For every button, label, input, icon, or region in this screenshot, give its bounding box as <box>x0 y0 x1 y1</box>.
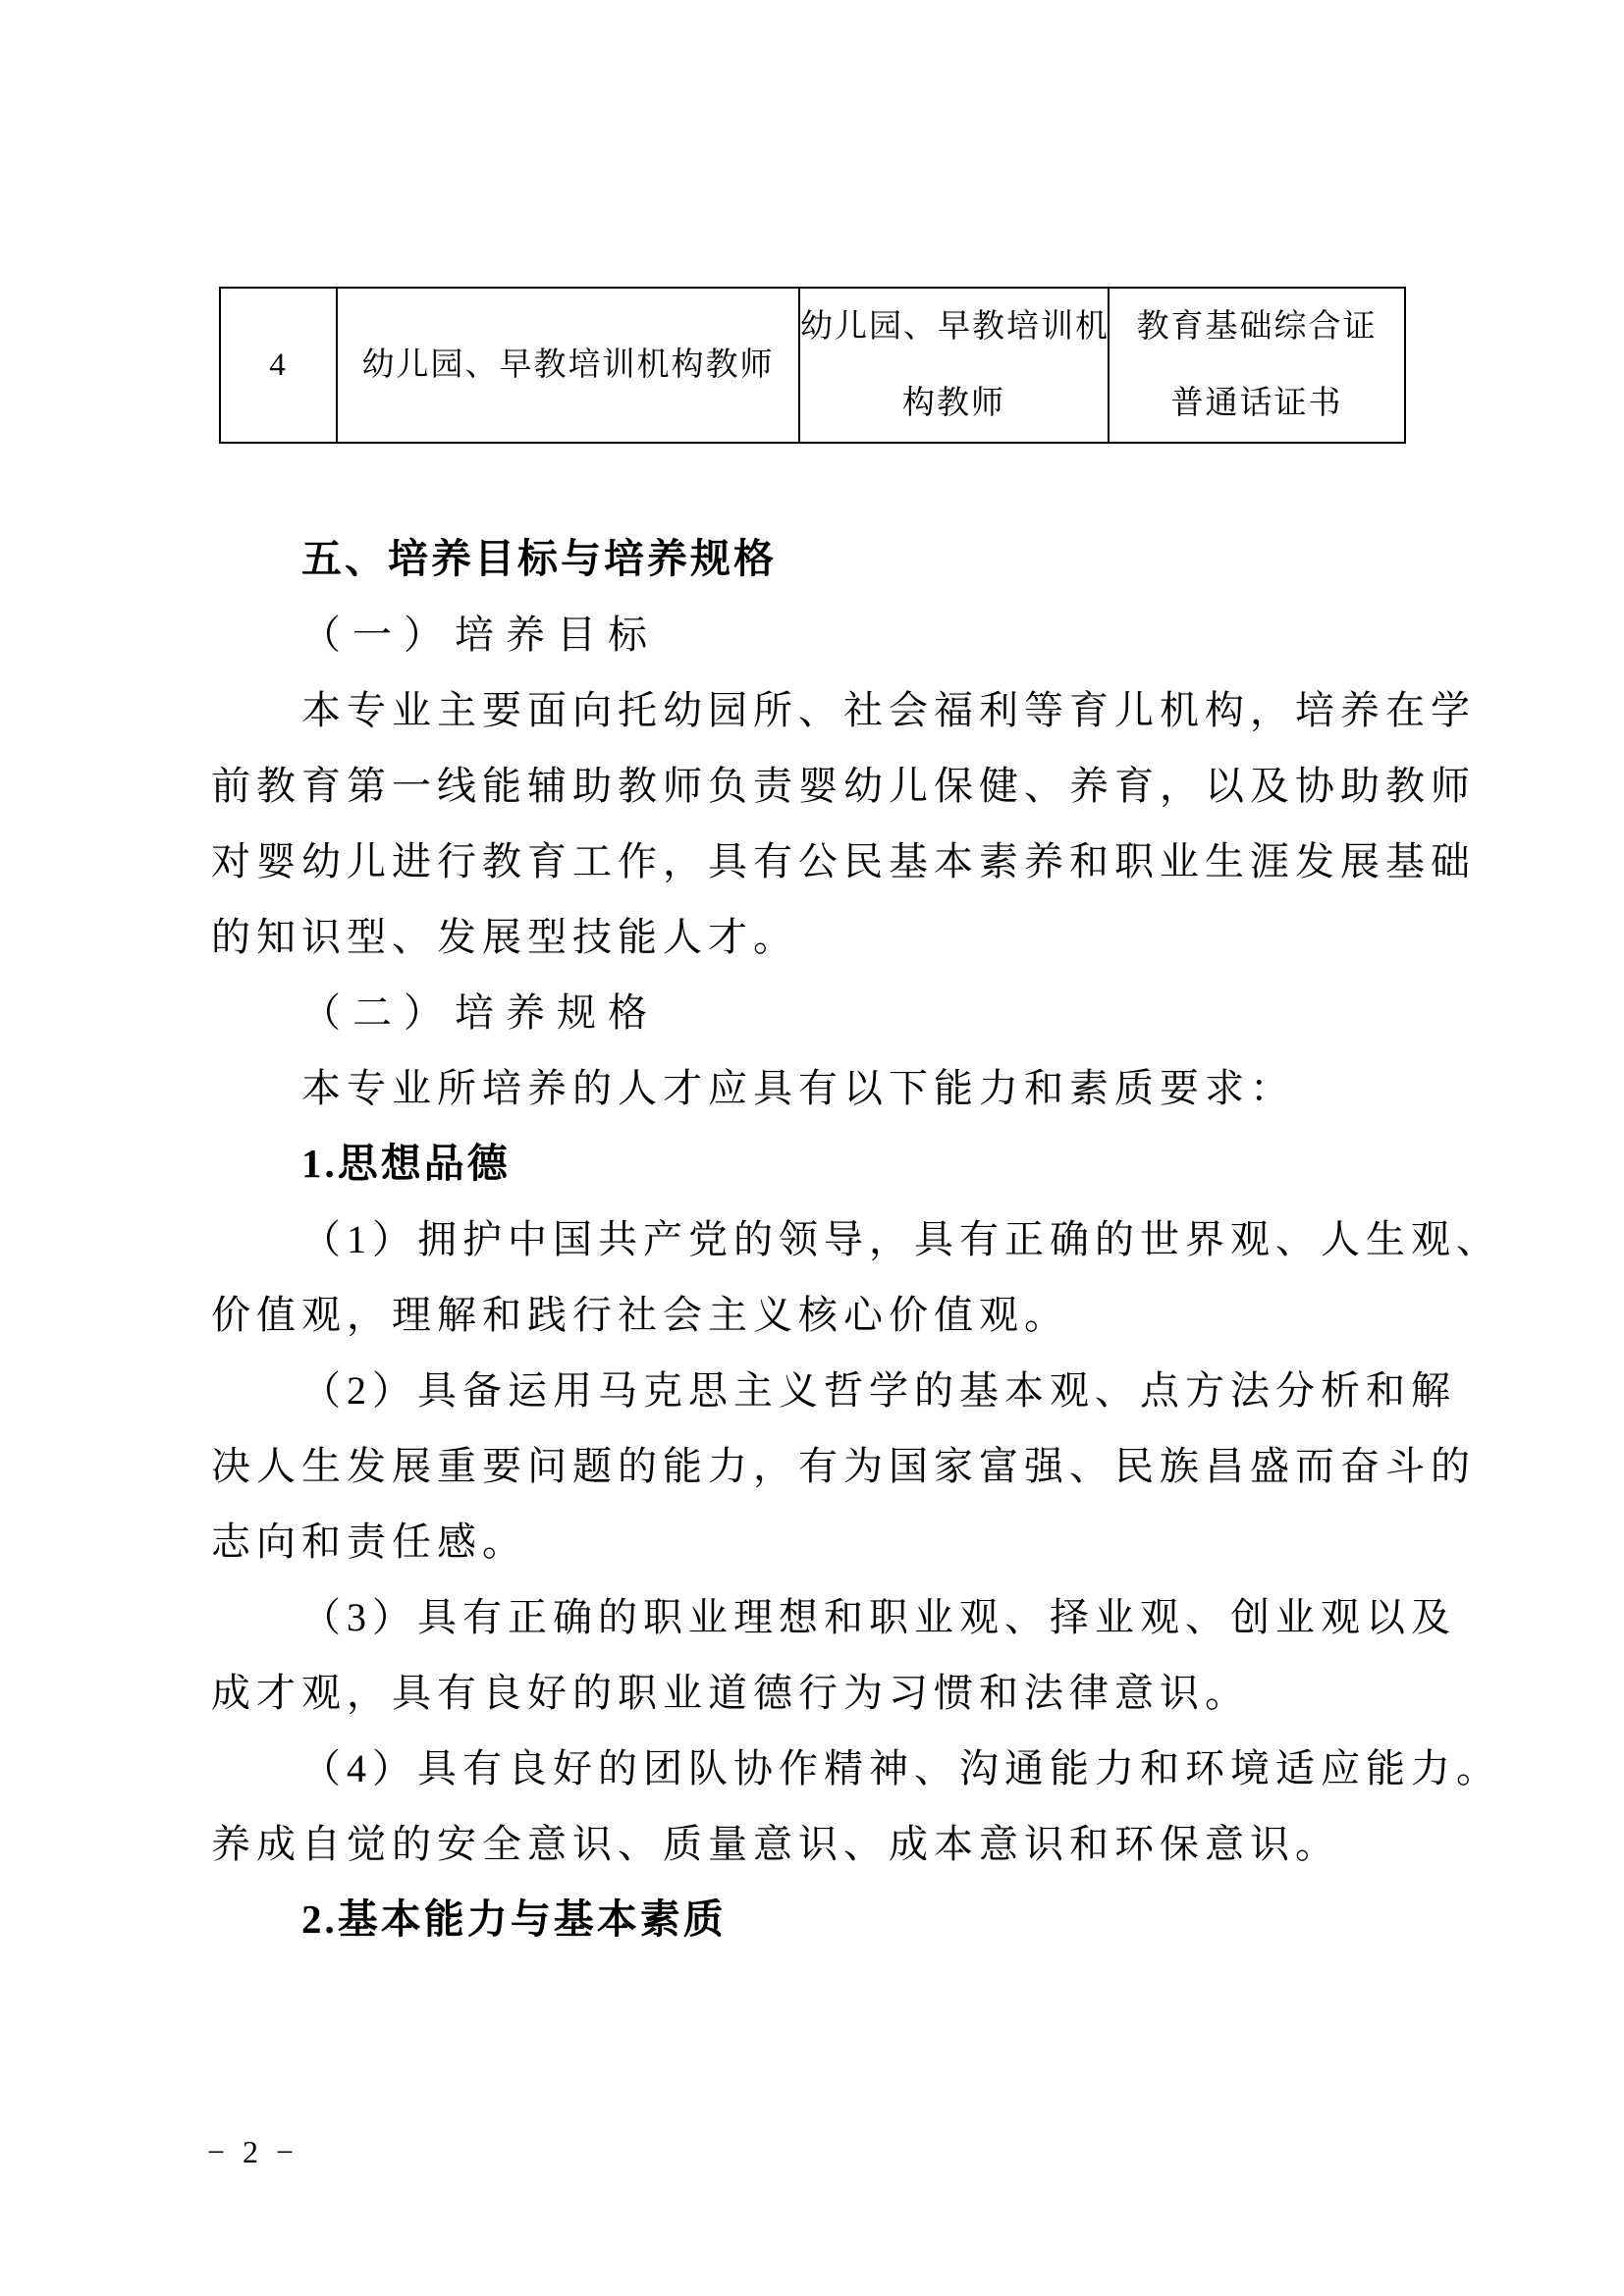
occupation-table <box>219 287 1406 444</box>
subsection-heading-2: （二）培养规格 <box>301 990 659 1035</box>
paragraph-line: 前教育第一线能辅助教师负责婴幼儿保健、养育，以及协助教师 <box>211 764 1476 808</box>
paragraph-line: 价值观，理解和践行社会主义核心价值观。 <box>211 1293 1069 1337</box>
table-row <box>220 288 1405 443</box>
paragraph-line: （3）具有正确的职业理想和职业观、择业观、创业观以及 <box>301 1595 1456 1639</box>
paragraph-line: 的知识型、发展型技能人才。 <box>211 915 798 959</box>
paragraph-line: 本专业主要面向托幼园所、社会福利等育儿机构，培养在学 <box>301 688 1476 732</box>
body-text <box>211 521 1507 1957</box>
occupation-text: 幼儿园、早教培训机构教师 <box>361 347 775 383</box>
cell-certificates <box>1109 288 1405 443</box>
paragraph-line: （1）拥护中国共产党的领导，具有正确的世界观、人生观、 <box>301 1217 1501 1261</box>
paragraph-line: 本专业所培养的人才应具有以下能力和素质要求： <box>301 1066 1295 1110</box>
paragraph-line: 决人生发展重要问题的能力，有为国家富强、民族昌盛而奋斗的 <box>211 1444 1476 1488</box>
section-heading-5: 五、培养目标与培养规格 <box>301 536 777 581</box>
paragraph-line: 成才观，具有良好的职业道德行为习惯和法律意识。 <box>211 1671 1250 1715</box>
cell-position <box>799 288 1109 443</box>
cell-row-number: 4 <box>220 288 337 443</box>
position-line-2: 构教师 <box>902 386 1005 421</box>
paragraph-line: 对婴幼儿进行教育工作，具有公民基本素养和职业生涯发展基础 <box>211 839 1476 883</box>
paragraph-line: （2）具备运用马克思主义哲学的基本观、点方法分析和解 <box>301 1368 1456 1413</box>
certificate-line-1: 教育基础综合证 <box>1136 309 1378 345</box>
item-heading-1: 1.思想品德 <box>301 1141 511 1186</box>
page-number: − 2 − <box>207 2134 299 2169</box>
position-line-1: 幼儿园、早教培训机 <box>800 309 1110 345</box>
subsection-heading-1: （一）培养目标 <box>301 613 659 657</box>
paragraph-line: 志向和责任感。 <box>211 1520 527 1564</box>
certificate-line-2: 普通话证书 <box>1170 386 1343 421</box>
cell-occupation <box>337 288 799 443</box>
paragraph-line: 养成自觉的安全意识、质量意识、成本意识和环保意识。 <box>211 1822 1340 1866</box>
paragraph-line: （4）具有良好的团队协作精神、沟通能力和环境适应能力。 <box>301 1746 1501 1790</box>
item-heading-2: 2.基本能力与基本素质 <box>301 1896 727 1942</box>
